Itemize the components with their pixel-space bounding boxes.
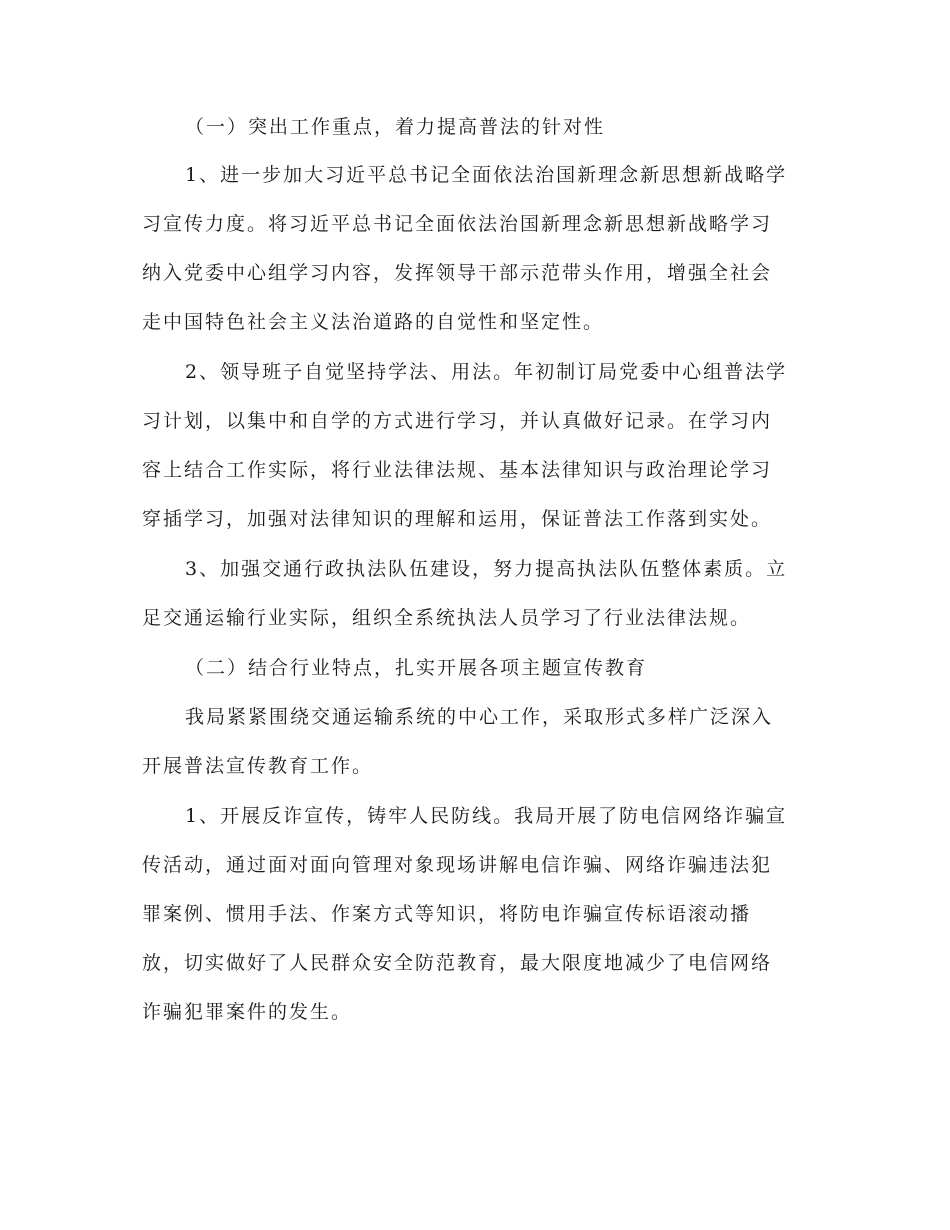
section-heading-1: （一）突出工作重点，着力提高普法的针对性: [185, 116, 606, 138]
section-heading-2: （二）结合行业特点，扎实开展各项主题宣传教育: [185, 657, 648, 679]
paragraph-3-line-2: 足交通运输行业实际，组织全系统执法人员学习了行业法律法规。: [142, 607, 752, 629]
paragraph-3-line-1: 3、加强交通行政执法队伍建设，努力提高执法队伍整体素质。立: [185, 558, 788, 580]
paragraph-5-line-5: 诈骗犯罪案件的发生。: [142, 1001, 353, 1023]
paragraph-1-line-3: 纳入党委中心组学习内容，发挥领导干部示范带头作用，增强全社会: [142, 262, 773, 284]
paragraph-2-line-3: 容上结合工作实际，将行业法律法规、基本法律知识与政治理论学习: [142, 459, 773, 481]
paragraph-5-line-1: 1、开展反诈宣传，铸牢人民防线。我局开展了防电信网络诈骗宣: [185, 805, 788, 827]
paragraph-1-line-4: 走中国特色社会主义法治道路的自觉性和坚定性。: [142, 311, 605, 333]
paragraph-1-line-1: 1、进一步加大习近平总书记全面依法治国新理念新思想新战略学: [185, 164, 788, 186]
paragraph-5-line-2: 传活动，通过面对面向管理对象现场讲解电信诈骗、网络诈骗违法犯: [142, 854, 773, 876]
paragraph-2-line-4: 穿插学习，加强对法律知识的理解和运用，保证普法工作落到实处。: [142, 508, 773, 530]
paragraph-4-line-1: 我局紧紧围绕交通运输系统的中心工作，采取形式多样广泛深入: [185, 706, 774, 728]
paragraph-4-line-2: 开展普法宣传教育工作。: [142, 755, 374, 777]
paragraph-2-line-2: 习计划，以集中和自学的方式进行学习，并认真做好记录。在学习内: [142, 410, 773, 432]
paragraph-2-line-1: 2、领导班子自觉坚持学法、用法。年初制订局党委中心组普法学: [185, 361, 788, 383]
paragraph-5-line-4: 放，切实做好了人民群众安全防范教育，最大限度地减少了电信网络: [142, 952, 773, 974]
paragraph-5-line-3: 罪案例、惯用手法、作案方式等知识，将防电诈骗宣传标语滚动播: [142, 903, 752, 925]
paragraph-1-line-2: 习宣传力度。将习近平总书记全面依法治国新理念新思想新战略学习: [142, 213, 773, 235]
